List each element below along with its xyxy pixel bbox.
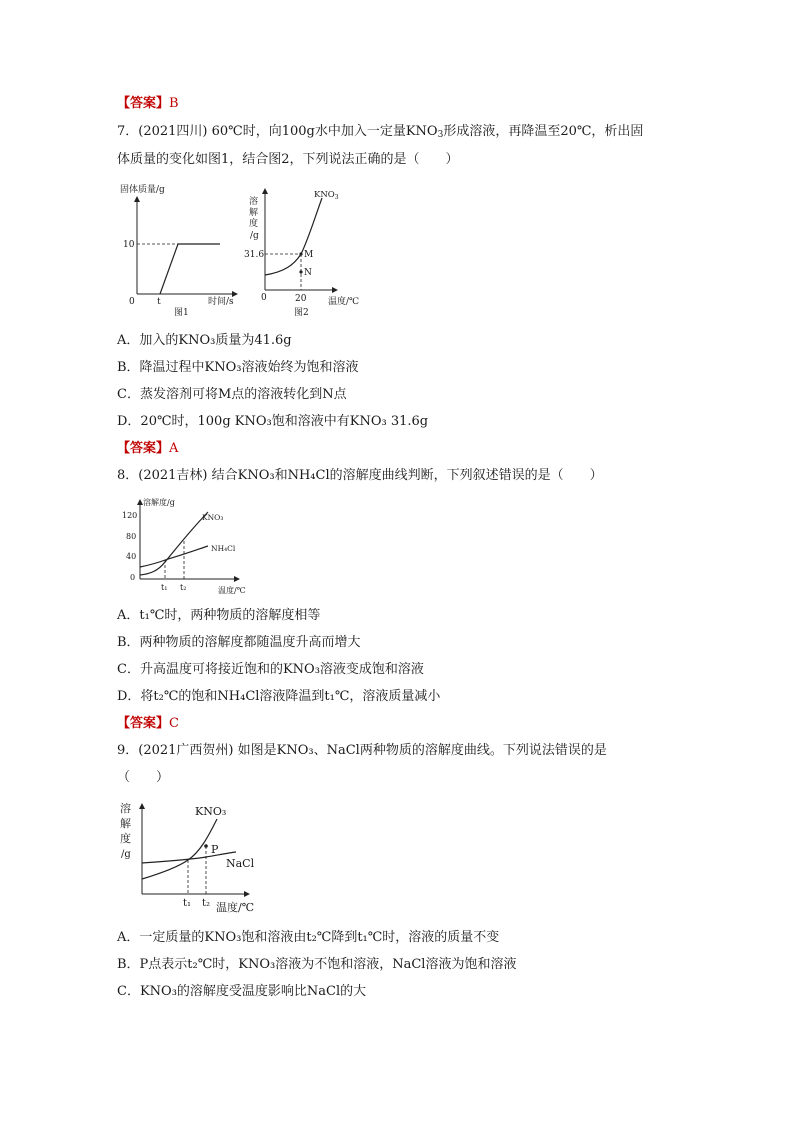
q9-option-c: C．KNO₃的溶解度受温度影响比NaCl的大 xyxy=(117,984,367,999)
fig1-xtick: t xyxy=(157,297,161,307)
answer-value: B xyxy=(169,96,179,111)
svg-text:/g: /g xyxy=(250,231,259,241)
q7-figure-1 xyxy=(120,180,250,320)
q7-option-a: A．加入的KNO₃质量为41.6g xyxy=(117,333,292,348)
q8-kno3-curve xyxy=(140,512,208,575)
fig2-ytick: 31.6 xyxy=(244,250,265,260)
q9-x-arrow xyxy=(244,891,250,897)
q9-label-nacl: NaCl xyxy=(226,857,255,870)
fig2-point-m xyxy=(299,252,302,255)
q8-solubility-chart xyxy=(120,495,255,600)
fig2-label-n: N xyxy=(304,268,312,278)
q8-option-a: A．t₁℃时，两种物质的溶解度相等 xyxy=(117,608,321,623)
q8-xlabel: 温度/℃ xyxy=(218,586,246,595)
svg-text:/g: /g xyxy=(121,849,131,860)
answer-value: A xyxy=(169,441,179,456)
q9-nacl-curve xyxy=(142,852,236,863)
svg-text:解: 解 xyxy=(249,208,259,218)
fig2-xlabel: 温度/℃ xyxy=(328,297,360,307)
fig1-ytick: 10 xyxy=(123,240,135,250)
q7-option-d: D．20℃时，100g KNO₃饱和溶液中有KNO₃ 31.6g xyxy=(117,414,429,429)
q8-ytick-120: 120 xyxy=(122,511,138,520)
fig2-y-arrow xyxy=(262,188,268,194)
q8-label-kno3: KNO₃ xyxy=(202,513,224,522)
fig2-label-m: M xyxy=(304,250,314,260)
fig1-origin: 0 xyxy=(129,297,135,307)
q9-label-kno3: KNO₃ xyxy=(195,805,227,818)
q9-solubility-chart xyxy=(118,797,288,917)
q8-option-d: D．将t₂℃的饱和NH₄Cl溶液降温到t₁℃，溶液质量减小 xyxy=(117,689,441,704)
fig1-ylabel: 固体质量/g xyxy=(120,185,165,195)
q7-figure-2 xyxy=(244,180,374,320)
fig2-caption: 图2 xyxy=(294,308,309,318)
q8-ytick-80: 80 xyxy=(126,532,137,541)
svg-text:度: 度 xyxy=(249,219,259,229)
q9-answer-paren: （ ） xyxy=(117,770,170,785)
q9-xtick-t2: t₂ xyxy=(202,898,211,909)
fig2-x-arrow xyxy=(332,287,338,293)
q7-option-c: C．蒸发溶剂可将M点的溶液转化到N点 xyxy=(117,387,347,402)
answer-line: 【答案】B xyxy=(117,96,179,111)
q7-stem-line2: 体质量的变化如图1，结合图2，下列说法正确的是（ ） xyxy=(117,152,459,167)
fig2-point-n xyxy=(299,270,302,273)
q9-y-arrow xyxy=(139,803,145,809)
svg-text:溶: 溶 xyxy=(120,802,131,815)
fig1-caption: 图1 xyxy=(174,308,189,318)
q8-ylabel: 溶解度/g xyxy=(143,498,175,507)
fig1-y-arrow xyxy=(134,196,140,202)
q8-xtick-t2: t₂ xyxy=(180,583,187,592)
q7-stem-line1: 7．(2021四川) 60℃时，向100g水中加入一定量$KNO_3$形成溶液，再降温至20℃，析出固 xyxy=(117,124,644,140)
q8-ytick-40: 40 xyxy=(126,552,137,561)
q8-option-c: C．升高温度可将接近饱和的KNO₃溶液变成饱和溶液 xyxy=(117,662,424,677)
q9-label-p: P xyxy=(211,843,219,856)
fig2-kno3-curve xyxy=(265,198,322,275)
svg-text:解: 解 xyxy=(120,817,131,830)
q8-option-b: B．两种物质的溶解度都随温度升高而增大 xyxy=(117,635,361,650)
answer-line: 【答案】A xyxy=(117,441,179,456)
svg-text:度: 度 xyxy=(120,832,131,845)
q9-point-p xyxy=(204,844,208,848)
q8-ytick-0: 0 xyxy=(130,573,136,582)
q9-option-a: A．一定质量的KNO₃饱和溶液由t₂℃降到t₁℃时，溶液的质量不变 xyxy=(117,930,500,945)
q9-stem: 9．(2021广西贺州) 如图是KNO₃、NaCl两种物质的溶解度曲线。下列说法错误的是 xyxy=(117,743,607,758)
fig2-origin: 0 xyxy=(261,293,267,303)
q7-option-b: B．降温过程中KNO₃溶液始终为饱和溶液 xyxy=(117,360,359,375)
q9-xtick-t1: t₁ xyxy=(183,898,192,909)
answer-value: C xyxy=(169,716,179,731)
q8-xtick-t1: t₁ xyxy=(161,583,168,592)
q9-ylabel xyxy=(120,801,131,860)
fig1-mass-line xyxy=(160,244,220,294)
fig2-ylabel xyxy=(249,195,259,241)
q8-x-arrow xyxy=(234,576,240,582)
svg-text:溶: 溶 xyxy=(249,197,259,207)
fig1-xlabel: 时间/s xyxy=(208,297,234,307)
fig2-curve-label: $KNO_3$ xyxy=(314,190,339,201)
answer-line: 【答案】C xyxy=(117,716,179,731)
q8-label-nh4cl: NH₄Cl xyxy=(211,544,236,553)
q8-stem: 8．(2021吉林) 结合KNO₃和NH₄Cl的溶解度曲线判断，下列叙述错误的是（ ） xyxy=(117,468,603,483)
q9-option-b: B．P点表示t₂℃时，KNO₃溶液为不饱和溶液，NaCl溶液为饱和溶液 xyxy=(117,957,517,972)
fig2-xtick: 20 xyxy=(295,294,307,304)
q8-nh4cl-curve xyxy=(140,546,208,567)
q9-xlabel: 温度/℃ xyxy=(216,901,255,914)
